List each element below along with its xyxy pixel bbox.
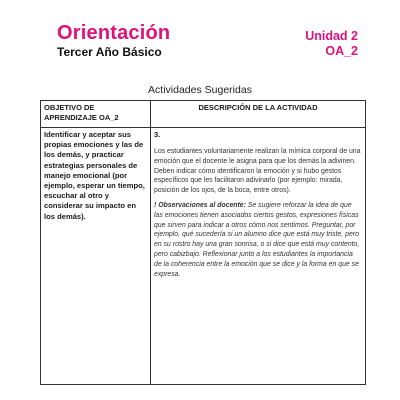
section-title: Actividades Sugeridas [148,84,252,96]
description-cell [151,128,366,385]
activity-description: Los estudiantes voluntariamente realizan la mímica corporal de una emoción que el docente le asigna para que los demás la adivinen. Deben indicar cómo identificaron la emoción y si hubo gestos específicos que les facilitaron adivinarlo (por ejemplo: mirada, posición de los ojos, de la boca, entre otros). [154,148,361,195]
page-title: Orientación [57,22,171,44]
observations-label: ! Observaciones al docente: [154,201,246,209]
table-header-row [41,101,366,128]
objective-cell [41,128,151,385]
description-column-header: DESCRIPCIÓN DE LA ACTIVIDAD [151,101,366,128]
unit-label: Unidad 2 [305,29,358,43]
objective-text: Identificar y aceptar sus propias emociones y las de los demás, y practicar estrategias personales de manejo emocional (por ejemplo, esperar un tiempo, escuchar al otro y considerar su impacto en los demás). [44,130,145,221]
oa-label: OA_2 [325,44,358,58]
table-row [41,128,366,385]
activity-table [40,100,366,385]
activity-number: 3. [154,130,161,139]
observations-text: Se sugiere reforzar la idea de que las emociones tienen asociados ciertos gestos, expresiones físicas que sirven para indicar a otros cómo nos sentimos. Preguntar, por ejemplo, qué sucedería si un alumno dice que está muy triste, pero en su rostro hay una gran sonrisa, o si dice que está muy contento, pero cabizbajo. Reflexionar junto a los estudiantes la importancia de la coherencia entre la emoción que se dice y la forma en que se expresa. [154,201,360,278]
objective-column-header: OBJETIVO DE APRENDIZAJE OA_2 [41,101,151,128]
grade-subtitle: Tercer Año Básico [57,45,162,59]
teacher-observations [154,201,362,279]
